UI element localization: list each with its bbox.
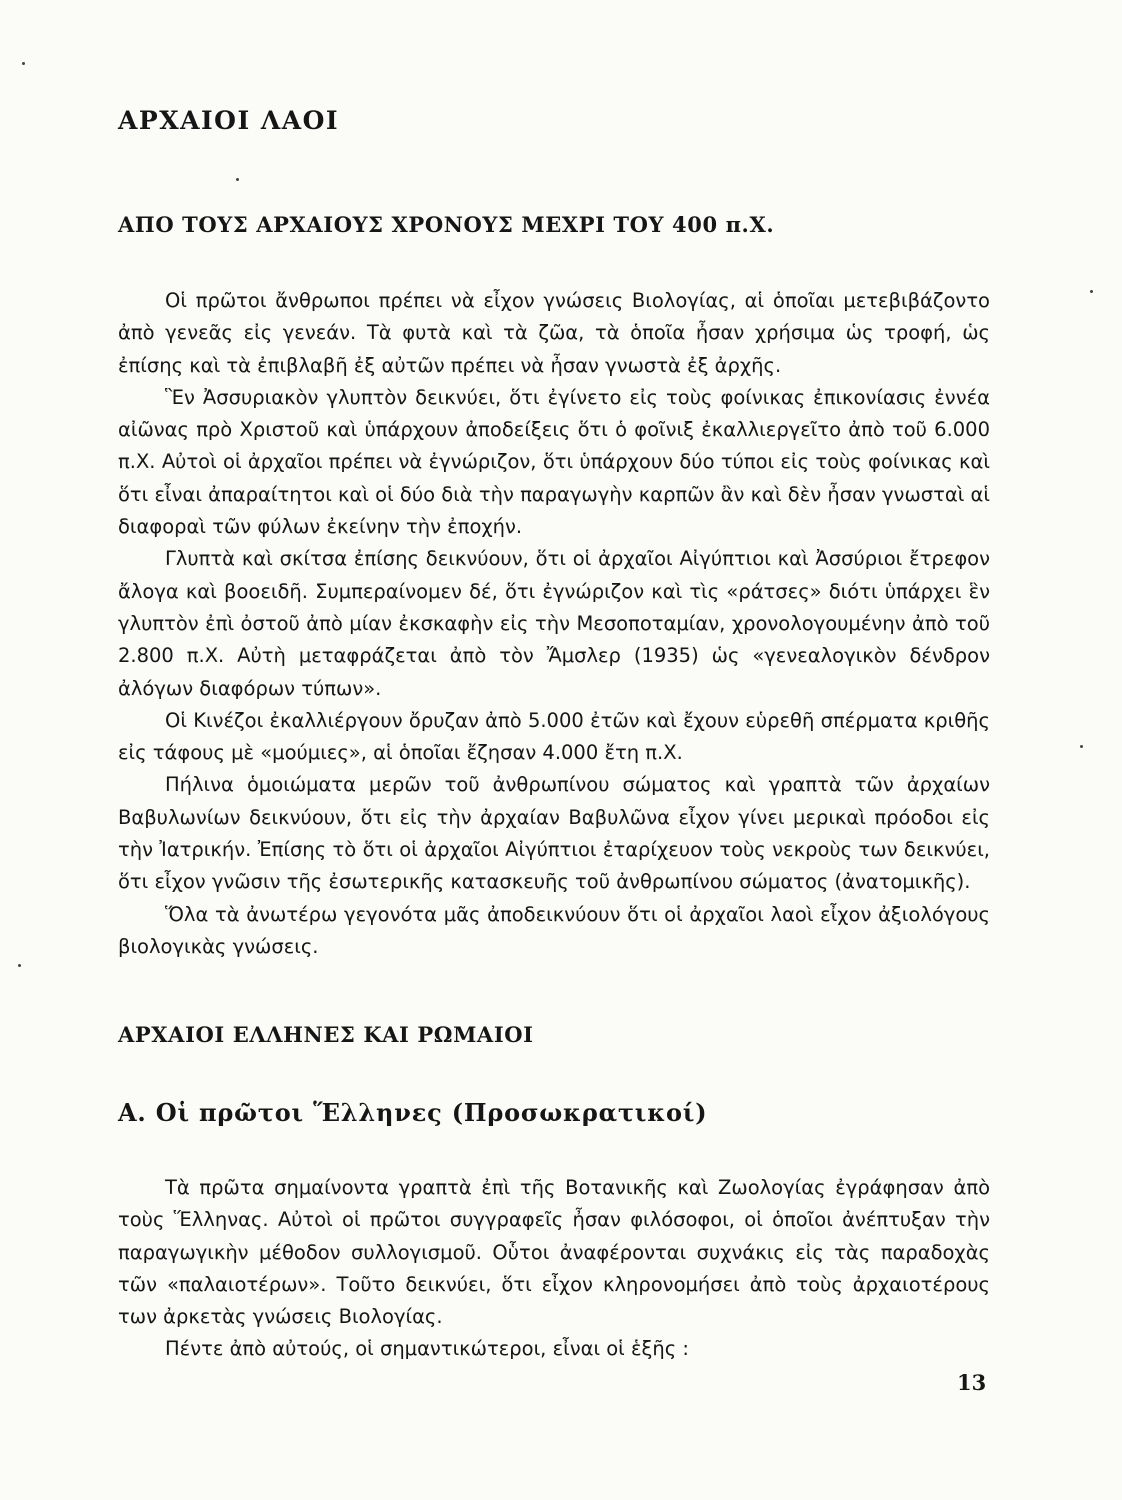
section-ancient-peoples-text — [118, 285, 990, 963]
scan-speck — [22, 62, 25, 65]
paragraph: Τὰ πρῶτα σημαίνοντα γραπτὰ ἐπὶ τῆς Βοτανικῆς καὶ Ζωολογίας ἐγράφησαν ἀπὸ τοὺς Ἕλληνας. Αὐτοὶ οἱ πρῶτοι συγγραφεῖς ἦσαν φιλόσοφοι, οἱ ὁποῖοι ἀνέπτυξαν τὴν παραγωγικὴν μέθοδον συλλογισμοῦ. Οὗτοι ἀναφέρονται συχνάκις εἰς τὰς παραδοχὰς τῶν «παλαιοτέρων». Τοῦτο δεικνύει, ὅτι εἶχον κληρονομήσει ἀπὸ τοὺς ἀρχαιοτέρους των ἀρκετὰς γνώσεις Βιολογίας. — [118, 1176, 990, 1329]
paragraph: Ὅλα τὰ ἀνωτέρω γεγονότα μᾶς ἀποδεικνύουν ὅτι οἱ ἀρχαῖοι λαοὶ εἶχον ἀξιολόγους βιολογικὰς γνώσεις. — [118, 902, 990, 958]
paragraph: Πήλινα ὁμοιώματα μερῶν τοῦ ἀνθρωπίνου σώματος καὶ γραπτὰ τῶν ἀρχαίων Βαβυλωνίων δεικνύουν, ὅτι εἰς τὴν ἀρχαίαν Βαβυλῶνα εἶχον γίνει μερικαὶ πρόοδοι εἰς τὴν Ἰατρικήν. Ἐπίσης τὸ ὅτι οἱ ἀρχαῖοι Αἰγύπτιοι ἐταρίχευον τοὺς νεκροὺς των δεικνύει, ὅτι εἶχον γνῶσιν τῆς ἐσωτερικῆς κατασκευῆς τοῦ ἀνθρωπίνου σώματος (ἀνατομικῆς). — [118, 773, 990, 894]
page-number: 13 — [957, 1370, 987, 1395]
paragraph: Οἱ Κινέζοι ἐκαλλιέργουν ὄρυζαν ἀπὸ 5.000 ἐτῶν καὶ ἔχουν εὑρεθῆ σπέρματα κριθῆς εἰς τάφους μὲ «μούμιες», αἱ ὁποῖαι ἔζησαν 4.000 ἔτη π.Χ. — [118, 708, 990, 765]
scan-speck — [1090, 290, 1093, 293]
scan-speck — [18, 964, 21, 967]
section-heading-greeks-romans: ΑΡΧΑΙΟΙ ΕΛΛΗΝΕΣ ΚΑΙ ΡΩΜΑΙΟΙ — [118, 1022, 534, 1047]
period-heading: ΑΠΟ ΤΟΥΣ ΑΡΧΑΙΟΥΣ ΧΡΟΝΟΥΣ ΜΕΧΡΙ ΤΟΥ 400 π.Χ. — [118, 212, 775, 237]
paragraph: Πέντε ἀπὸ αὐτούς, οἱ σημαντικώτεροι, εἶναι οἱ ἑξῆς : — [165, 1337, 689, 1361]
chapter-heading: ΑΡΧΑΙΟΙ ΛΑΟΙ — [118, 106, 340, 135]
paragraph: Γλυπτὰ καὶ σκίτσα ἐπίσης δεικνύουν, ὅτι οἱ ἀρχαῖοι Αἰγύπτιοι καὶ Ἀσσύριοι ἔτρεφον ἄλογα καὶ βοοειδῆ. Συμπεραίνομεν δέ, ὅτι ἐγνώριζον καὶ τὶς «ράτσες» διότι ὑπάρχει ἓν γλυπτὸν ἐπὶ ὀστοῦ ἀπὸ μίαν ἐκσκαφὴν εἰς τὴν Μεσοποταμίαν, χρονολογουμένην ἀπὸ τοῦ 2.800 π.Χ. Αὐτὴ μεταφράζεται ἀπὸ τὸν Ἄμσλερ (1935) ὡς «γενεαλογικὸν δένδρον ἀλόγων διαφόρων τύπων». — [118, 547, 990, 700]
scan-speck — [236, 178, 239, 181]
paragraph: Οἱ πρῶτοι ἄνθρωποι πρέπει νὰ εἶχον γνώσεις Βιολογίας, αἱ ὁποῖαι μετεβιβάζοντο ἀπὸ γενεᾶς εἰς γενεάν. Τὰ φυτὰ καὶ τὰ ζῶα, τὰ ὁποῖα ἦσαν χρήσιμα ὡς τροφή, ὡς ἐπίσης καὶ τὰ ἐπιβλαβῆ ἐξ αὐτῶν πρέπει νὰ ἦσαν γνωστὰ ἐξ ἀρχῆς. — [118, 289, 990, 377]
paragraph: Ἓν Ἀσσυριακὸν γλυπτὸν δεικνύει, ὅτι ἐγίνετο εἰς τοὺς φοίνικας ἐπικονίασις ἐννέα αἰῶνας πρὸ Χριστοῦ καὶ ὑπάρχουν ἀποδείξεις ὅτι ὁ φοῖνιξ ἐκαλλιεργεῖτο ἀπὸ τοῦ 6.000 π.Χ. Αὐτοὶ οἱ ἀρχαῖοι πρέπει νὰ ἐγνώριζον, ὅτι ὑπάρχουν δύο τύποι εἰς τοὺς φοίνικας καὶ ὅτι εἶναι ἀπαραίτητοι καὶ οἱ δύο διὰ τὴν παραγωγὴν καρπῶν ἂν καὶ δὲν ἦσαν γνωσταὶ αἱ διαφοραὶ τῶν φύλων ἐκείνην τὴν ἐποχήν. — [118, 385, 990, 539]
section-presocratics-text — [118, 1172, 990, 1366]
subsection-heading-presocratics: Α. Οἱ πρῶτοι Ἕλληνες (Προσωκρατικοί) — [118, 1098, 708, 1127]
scan-speck — [1080, 745, 1083, 748]
